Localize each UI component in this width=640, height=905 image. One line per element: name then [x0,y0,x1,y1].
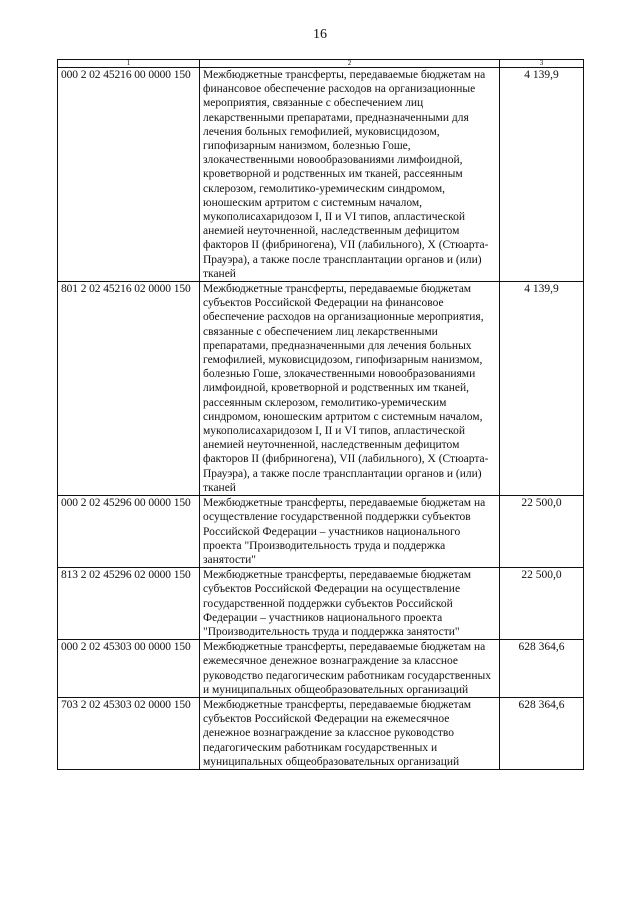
table-row [58,697,584,769]
column-header-code: 1 [58,60,200,68]
budget-code-cell: 801 2 02 45216 02 0000 150 [58,282,200,496]
description-cell: Межбюджетные трансферты, передаваемые бюджетам субъектов Российской Федерации на финансовое обеспечение расходов на организационные мероприятия, связанные с обеспечением лиц лекарственными препаратами, предназначенными для лечения больных гемофилией, муковисцидозом, гипофизарным нанизмом, болезнью Гоше, злокачественными новообразованиями лимфоидной, кроветворной и родственных им тканей, рассеянным склерозом, гемолитико-уремическим синдромом, юношеским артритом с системным началом, мукополисахаридозом I, II и VI типов, апластической анемией неуточненной, наследственным дефицитом факторов II (фибриногена), VII (лабильного), X (Стюарта-Прауэра), а также после трансплантации органов и (или) тканей [200,282,500,496]
budget-revenue-table [57,59,584,770]
description-cell: Межбюджетные трансферты, передаваемые бюджетам на ежемесячное денежное вознаграждение за классное руководство педагогическим работникам государственных и муниципальных общеобразовательных организаций [200,640,500,698]
page-number: 16 [313,27,327,42]
amount-cell: 628 364,6 [500,697,584,769]
table-row [58,568,584,640]
amount-cell: 22 500,0 [500,568,584,640]
budget-code-cell: 703 2 02 45303 02 0000 150 [58,697,200,769]
budget-code-cell: 000 2 02 45303 00 0000 150 [58,640,200,698]
table-row [58,496,584,568]
description-cell: Межбюджетные трансферты, передаваемые бюджетам субъектов Российской Федерации на осуществление государственной поддержки субъектов Российской Федерации – участников национального проекта "Производительность труда и поддержка занятости" [200,568,500,640]
table-row [58,640,584,698]
budget-code-cell: 000 2 02 45216 00 0000 150 [58,68,200,282]
description-cell: Межбюджетные трансферты, передаваемые бюджетам на осуществление государственной поддержки субъектов Российской Федерации – участников национального проекта "Производительность труда и поддержка занятости" [200,496,500,568]
table-header-row [58,60,584,68]
amount-cell: 4 139,9 [500,282,584,496]
table-row [58,282,584,496]
column-header-amount: 3 [500,60,584,68]
amount-cell: 22 500,0 [500,496,584,568]
column-header-description: 2 [200,60,500,68]
description-cell: Межбюджетные трансферты, передаваемые бюджетам субъектов Российской Федерации на ежемесячное денежное вознаграждение за классное руководство педагогическим работникам государственных и муниципальных общеобразовательных организаций [200,697,500,769]
description-cell: Межбюджетные трансферты, передаваемые бюджетам на финансовое обеспечение расходов на организационные мероприятия, связанные с обеспечением лиц лекарственными препаратами, предназначенными для лечения больных гемофилией, муковисцидозом, гипофизарным нанизмом, болезнью Гоше, злокачественными новообразованиями лимфоидной, кроветворной и родственных им тканей, рассеянным склерозом, гемолитико-уремическим синдромом, юношеским артритом с системным началом, мукополисахаридозом I, II и VI типов, апластической анемией неуточненной, наследственным дефицитом факторов II (фибриногена), VII (лабильного), X (Стюарта-Прауэра), а также после трансплантации органов и (или) тканей [200,68,500,282]
budget-code-cell: 813 2 02 45296 02 0000 150 [58,568,200,640]
budget-code-cell: 000 2 02 45296 00 0000 150 [58,496,200,568]
table-row [58,68,584,282]
amount-cell: 4 139,9 [500,68,584,282]
amount-cell: 628 364,6 [500,640,584,698]
